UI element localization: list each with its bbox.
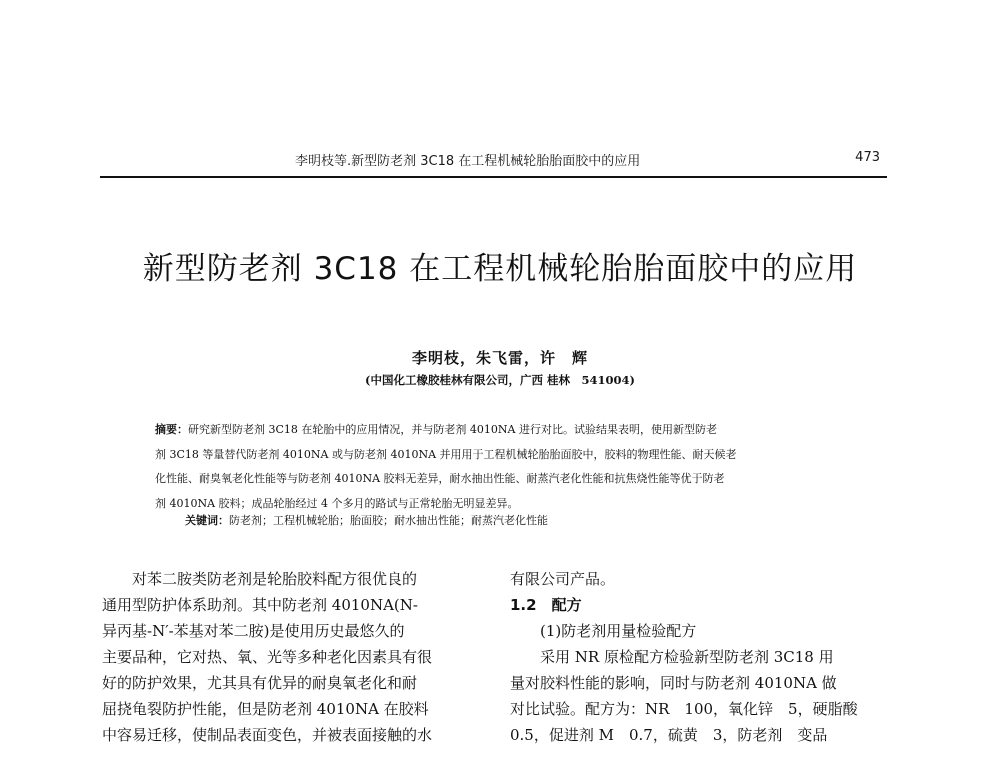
- abstract-line: 剂 3C18 等量替代防老剂 4010NA 或与防老剂 4010NA 并用用于工程机械轮胎胎面胶中，胶料的物理性能、耐天候老: [155, 447, 737, 461]
- body-line: 好的防护效果，尤其具有优异的耐臭氧老化和耐: [102, 674, 418, 692]
- keywords-label: 关键词：: [185, 514, 229, 527]
- article-title: 新型防老剂 3C18 在工程机械轮胎胎面胶中的应用: [142, 251, 858, 287]
- header-rule: [100, 176, 887, 178]
- body-line: 对苯二胺类防老剂是轮胎胶料配方很优良的: [132, 570, 418, 588]
- body-right-column: [510, 566, 890, 748]
- abstract-line: 研究新型防老剂 3C18 在轮胎中的应用情况，并与防老剂 4010NA 进行对比。试验结果表明，使用新型防老: [188, 423, 717, 436]
- body-line: 异丙基-N′-苯基对苯二胺)是使用历史最悠久的: [102, 622, 405, 640]
- section-heading: 1.2 配方: [510, 596, 582, 614]
- body-line: 主要品种，它对热、氧、光等多种老化因素具有很: [102, 648, 433, 666]
- body-line: 采用 NR 原检配方检验新型防老剂 3C18 用: [540, 648, 834, 666]
- body-line: 中容易迁移，使制品表面变色，并被表面接触的水: [102, 726, 433, 744]
- page-number: 473: [855, 150, 880, 165]
- body-line: 0.5，促进剂 M 0.7，硫黄 3，防老剂 变品: [510, 726, 828, 744]
- affiliation: (中国化工橡胶桂林有限公司，广西 桂林 541004): [365, 373, 635, 387]
- body-line: 量对胶料性能的影响，同时与防老剂 4010NA 做: [510, 674, 837, 692]
- authors: 李明枝，朱飞雷，许 辉: [411, 349, 588, 367]
- abstract: [155, 418, 845, 516]
- body-line: 对比试验。配方为：NR 100，氧化锌 5，硬脂酸: [510, 700, 858, 718]
- abstract-line: 化性能、耐臭氧老化性能等与防老剂 4010NA 胶料无差异，耐水抽出性能、耐蒸汽老化性能和抗焦烧性能等优于防老: [155, 472, 725, 485]
- running-head: [100, 148, 880, 174]
- body-left-column: [102, 566, 482, 748]
- running-title: 李明枝等.新型防老剂 3C18 在工程机械轮胎胎面胶中的应用: [295, 154, 641, 169]
- keywords: [185, 512, 845, 528]
- body-line: 屈挠龟裂防护性能，但是防老剂 4010NA 在胶料: [102, 700, 429, 718]
- subsection-heading: (1)防老剂用量检验配方: [540, 622, 697, 640]
- body-line: 有限公司产品。: [510, 570, 616, 588]
- abstract-line: 剂 4010NA 胶料；成品轮胎经过 4 个多月的路试与正常轮胎无明显差异。: [155, 496, 519, 510]
- body-line: 通用型防护体系助剂。其中防老剂 4010NA(N-: [102, 596, 418, 614]
- abstract-label: 摘要：: [155, 423, 188, 436]
- keywords-text: 防老剂；工程机械轮胎；胎面胶；耐水抽出性能；耐蒸汽老化性能: [229, 514, 548, 527]
